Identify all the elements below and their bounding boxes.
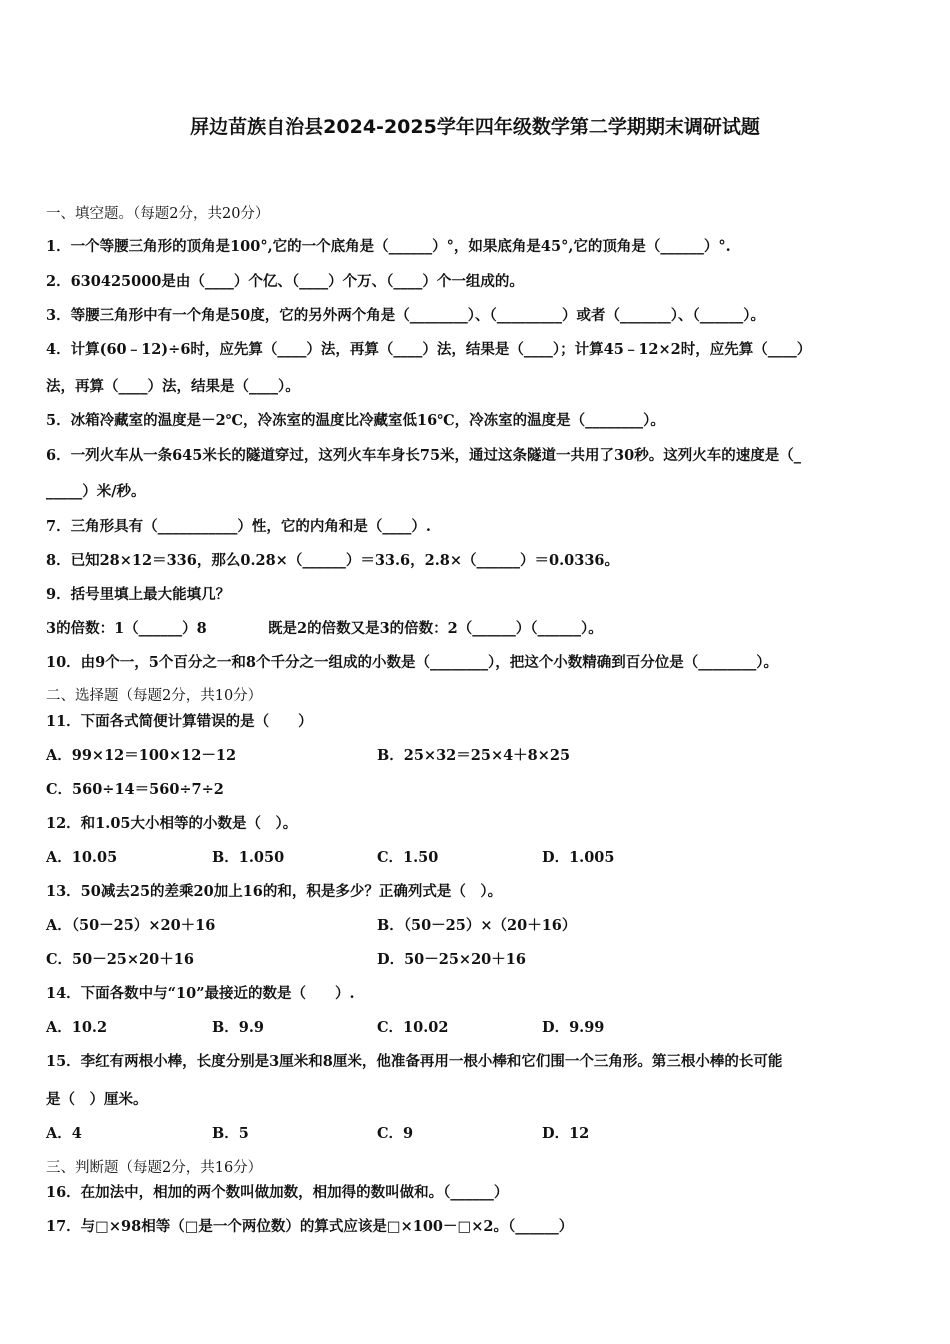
question-10: 10．由9个一，5个百分之一和8个千分之一组成的小数是（________），把这个小数精确到百分位是（________）。 — [46, 654, 778, 671]
question-9-part-b: 既是2的倍数又是3的倍数：2（______）（______）。 — [268, 620, 603, 637]
page-title: 屏边苗族自治县2024-2025学年四年级数学第二学期期末调研试题 — [190, 116, 760, 138]
q12-option-a: A．10.05 — [46, 849, 118, 866]
q13-option-b: B．（50－25）×（20＋16） — [377, 917, 577, 934]
q12-option-b: B．1.050 — [212, 849, 285, 866]
q15-option-c: C．9 — [377, 1125, 414, 1142]
section-heading-fill-blank: 一、填空题。（每题2分，共20分） — [46, 206, 270, 222]
q11-option-b: B．25×32＝25×4＋8×25 — [377, 747, 571, 764]
question-15-line-1: 15．李红有两根小棒，长度分别是3厘米和8厘米，他准备再用一根小棒和它们围一个三角形。第三根小棒的长可能 — [46, 1053, 783, 1070]
question-16: 16．在加法中，相加的两个数叫做加数，相加得的数叫做和。（______） — [46, 1184, 509, 1201]
question-9-part-a: 3的倍数：1（______）8 — [46, 620, 207, 637]
question-13: 13．50减去25的差乘20加上16的和，积是多少？正确列式是（ ）。 — [46, 883, 503, 900]
q15-option-d: D．12 — [542, 1125, 590, 1142]
question-2: 2．630425000是由（____）个亿、（____）个万、（____）个一组成的。 — [46, 273, 524, 290]
q13-option-c: C．50－25×20＋16 — [46, 951, 194, 968]
q11-option-c: C．560÷14＝560÷7÷2 — [46, 781, 224, 798]
question-1: 1．一个等腰三角形的顶角是100°,它的一个底角是（______）°，如果底角是45°,它的顶角是（______）°. — [46, 238, 731, 255]
question-3: 3．等腰三角形中有一个角是50度，它的另外两个角是（________）、（_________）或者（_______）、（______）。 — [46, 307, 766, 324]
q11-option-a: A．99×12＝100×12－12 — [46, 747, 237, 764]
question-7: 7．三角形具有（___________）性，它的内角和是（____）. — [46, 518, 431, 535]
question-4-line-1: 4．计算(60﹣12)÷6时，应先算（____）法，再算（____）法，结果是（____）；计算45﹣12×2时，应先算（____） — [46, 341, 812, 358]
q15-option-a: A．4 — [46, 1125, 82, 1142]
q15-option-b: B．5 — [212, 1125, 249, 1142]
q13-option-a: A．（50－25）×20＋16 — [46, 917, 216, 934]
question-17: 17．与□×98相等（□是一个两位数）的算式应该是□×100－□×2。（______） — [46, 1218, 574, 1235]
q14-option-c: C．10.02 — [377, 1019, 449, 1036]
question-12: 12．和1.05大小相等的小数是（ ）。 — [46, 815, 298, 832]
question-15-line-2: 是（ ）厘米。 — [46, 1091, 148, 1108]
question-11: 11．下面各式简便计算错误的是（ ） — [46, 713, 313, 730]
q13-option-d: D．50－25×20＋16 — [377, 951, 526, 968]
question-8: 8．已知28×12＝336，那么0.28×（______）＝33.6，2.8×（______）＝0.0336。 — [46, 552, 620, 569]
question-6-line-2: _____）米/秒。 — [46, 483, 146, 500]
q14-option-d: D．9.99 — [542, 1019, 605, 1036]
question-14: 14．下面各数中与“10”最接近的数是（ ）. — [46, 985, 355, 1002]
question-6-line-1: 6．一列火车从一条645米长的隧道穿过，这列火车车身长75米，通过这条隧道一共用了30秒。这列火车的速度是（_ — [46, 447, 801, 464]
question-5: 5．冰箱冷藏室的温度是－2℃，冷冻室的温度比冷藏室低16℃，冷冻室的温度是（________）。 — [46, 412, 665, 429]
q14-option-b: B．9.9 — [212, 1019, 264, 1036]
section-heading-true-false: 三、判断题（每题2分，共16分） — [46, 1160, 263, 1176]
question-9: 9．括号里填上最大能填几？ — [46, 586, 231, 603]
q12-option-d: D．1.005 — [542, 849, 615, 866]
section-heading-choice: 二、选择题（每题2分，共10分） — [46, 688, 263, 704]
q14-option-a: A．10.2 — [46, 1019, 108, 1036]
q12-option-c: C．1.50 — [377, 849, 439, 866]
question-4-line-2: 法，再算（____）法，结果是（____）。 — [46, 378, 300, 395]
